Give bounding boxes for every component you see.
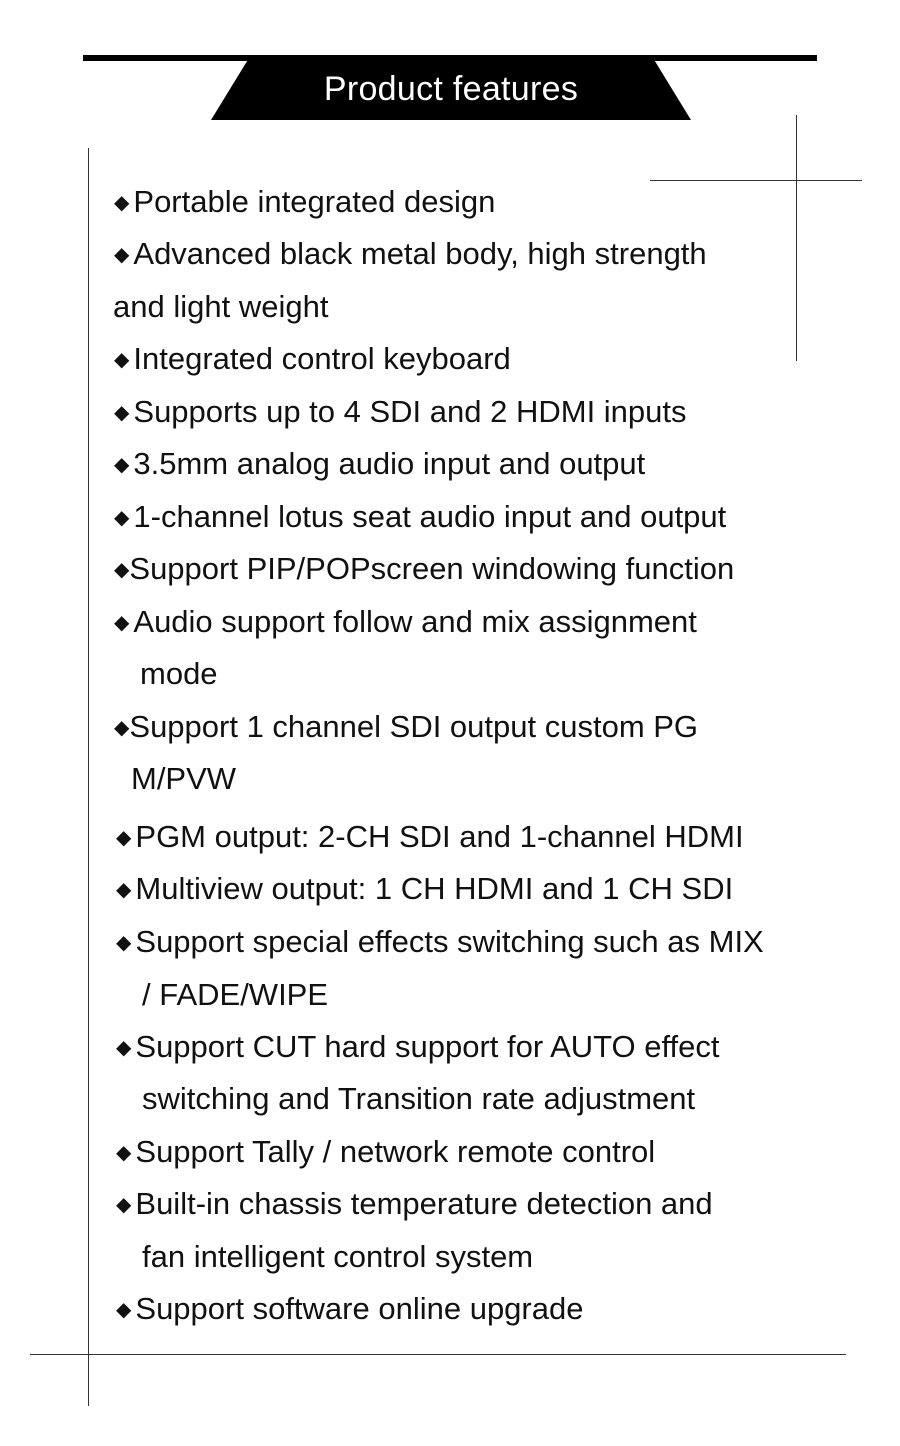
page-title: Product features	[323, 70, 579, 108]
diamond-bullet-icon: ◆	[114, 612, 130, 634]
diamond-bullet-icon: ◆	[114, 244, 130, 266]
feature-item: ◆ Multiview output: 1 CH HDMI and 1 CH SDI	[116, 869, 733, 910]
diamond-bullet-icon: ◆	[116, 1299, 132, 1321]
diamond-bullet-icon: ◆	[114, 454, 130, 476]
feature-item: ◆ PGM output: 2-CH SDI and 1-channel HDMI	[116, 817, 744, 858]
feature-item: ◆ Advanced black metal body, high strength	[114, 234, 707, 275]
feature-item: ◆ Portable integrated design	[114, 182, 495, 223]
feature-item-continuation: and light weight	[113, 289, 329, 324]
feature-item: ◆ Support software online upgrade	[116, 1289, 583, 1330]
feature-item: ◆ Built-in chassis temperature detection and	[116, 1184, 713, 1225]
feature-item: ◆ Support CUT hard support for AUTO effect	[116, 1027, 720, 1068]
feature-item: ◆ 3.5mm analog audio input and output	[114, 444, 645, 485]
diamond-bullet-icon: ◆	[116, 932, 132, 954]
feature-item-continuation: fan intelligent control system	[142, 1239, 534, 1274]
feature-item: ◆ Supports up to 4 SDI and 2 HDMI inputs	[114, 392, 687, 433]
feature-item: ◆ Integrated control keyboard	[114, 339, 511, 380]
feature-item: ◆Support 1 channel SDI output custom PG	[114, 707, 698, 748]
diamond-bullet-icon: ◆	[114, 559, 130, 581]
diamond-bullet-icon: ◆	[114, 349, 130, 371]
feature-item-continuation: mode	[140, 656, 218, 691]
feature-item: ◆ 1-channel lotus seat audio input and output	[114, 497, 726, 538]
feature-item-continuation: switching and Transition rate adjustment	[142, 1081, 696, 1116]
feature-item: ◆ Audio support follow and mix assignment	[114, 602, 697, 643]
feature-item-continuation: / FADE/WIPE	[142, 977, 329, 1012]
feature-item: ◆ Support Tally / network remote control	[116, 1132, 655, 1173]
diamond-bullet-icon: ◆	[116, 879, 132, 901]
diamond-bullet-icon: ◆	[116, 1037, 132, 1059]
diamond-bullet-icon: ◆	[114, 507, 130, 529]
diamond-bullet-icon: ◆	[114, 192, 130, 214]
diamond-bullet-icon: ◆	[116, 1194, 132, 1216]
feature-item: ◆Support PIP/POPscreen windowing function	[114, 549, 734, 590]
feature-item: ◆ Support special effects switching such as MIX	[116, 922, 764, 963]
diamond-bullet-icon: ◆	[114, 402, 130, 424]
feature-item-continuation: M/PVW	[131, 761, 237, 796]
diamond-bullet-icon: ◆	[116, 827, 132, 849]
diamond-bullet-icon: ◆	[116, 1142, 132, 1164]
diamond-bullet-icon: ◆	[114, 717, 130, 739]
